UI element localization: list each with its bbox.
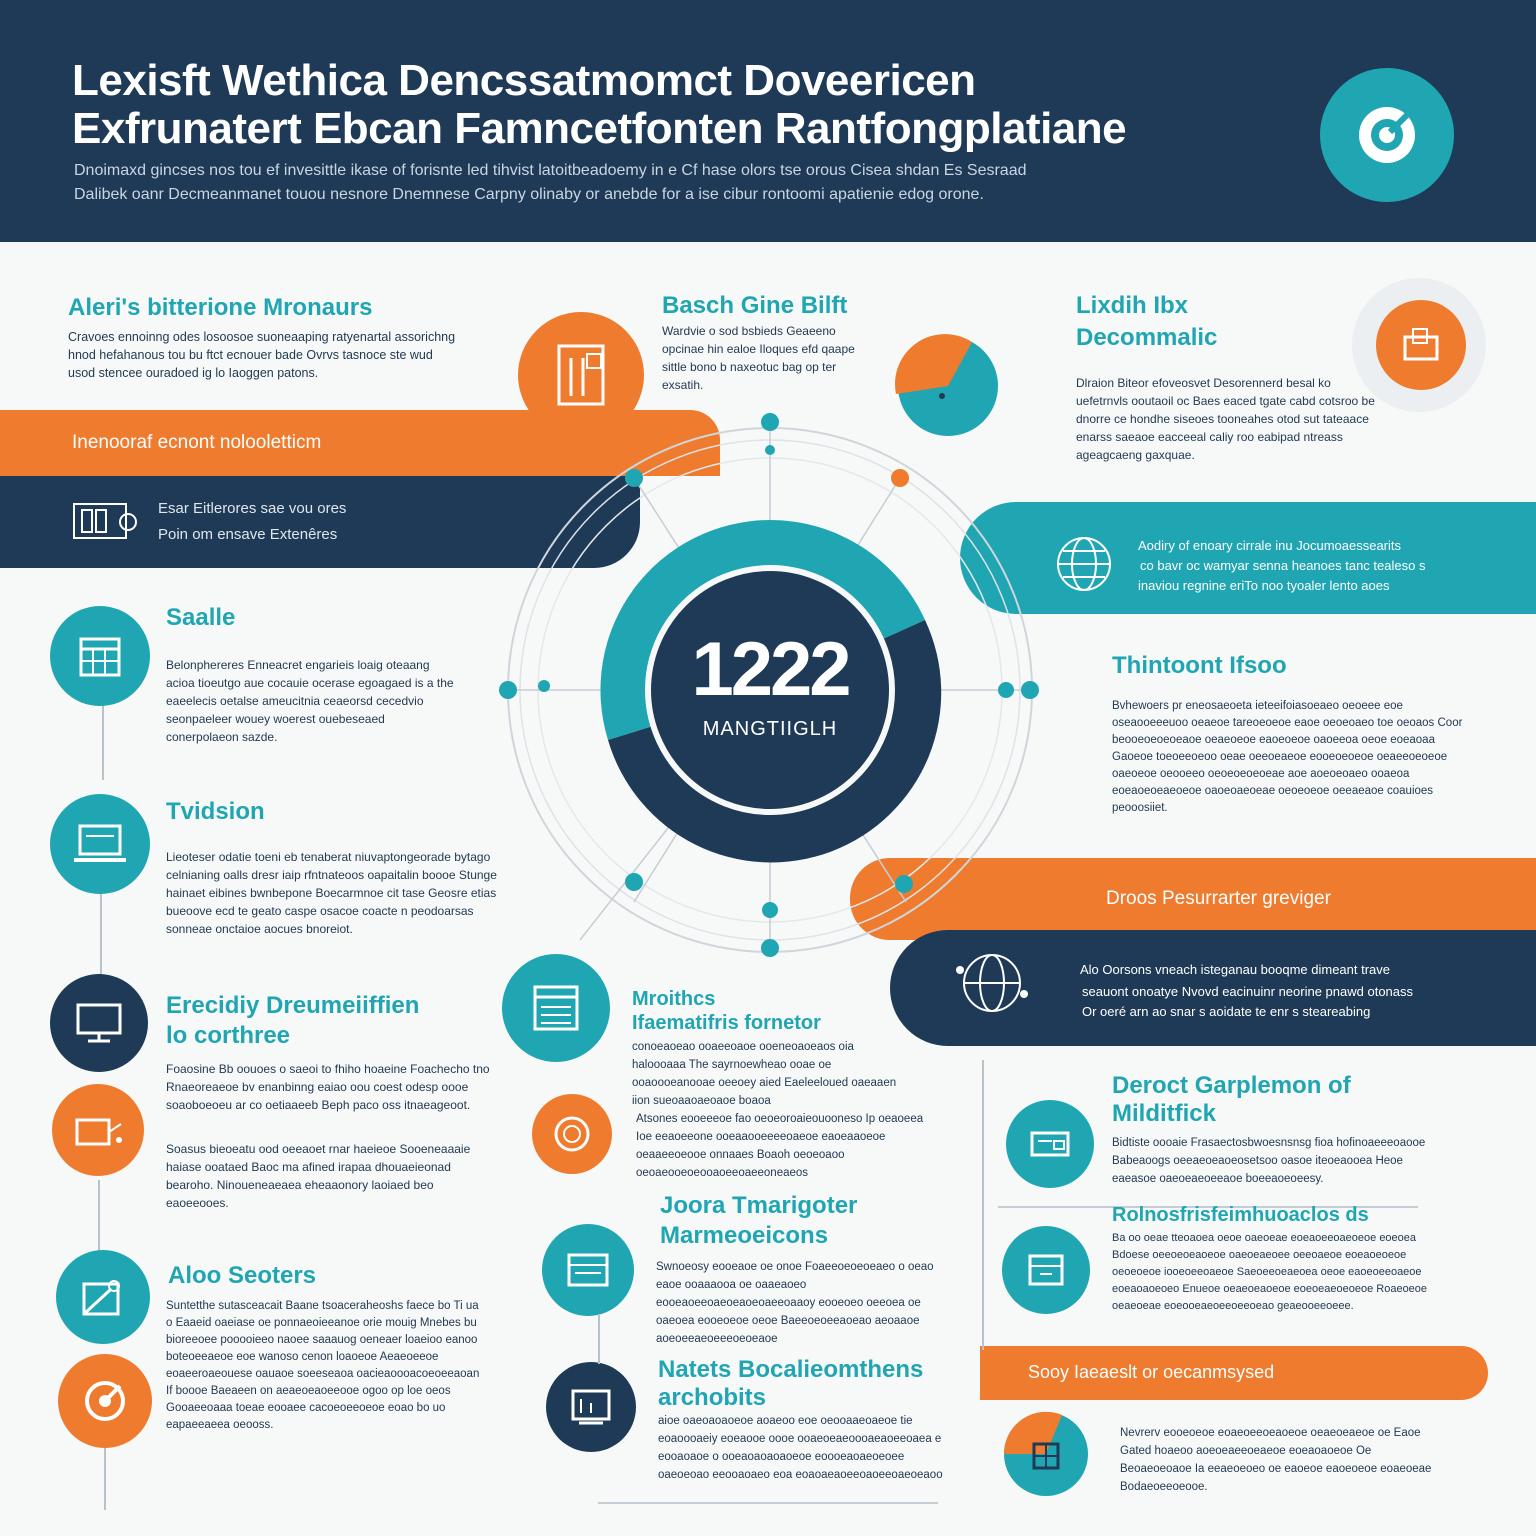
section-title-mrothcs-line2: Ifaematifris fornetor bbox=[632, 1012, 821, 1034]
section-text-bottom-right: Nevrerv eooeoeoe eoaeoeeoeaoeoe oeaeoeaeoe oe Eaoe Gated hoaeoo aoeoeaeeoeaeoe eoeaoaoeoe Oe Beoaeoeoaoe Ia eeaeoeoeo oe eaoeoe eaoeoeoe eoaeoeae Bodaeoeeoeooe. bbox=[1120, 1427, 1432, 1493]
node-bottom-right bbox=[895, 875, 913, 893]
teal-band-right-line1: Aodiry of enoary cirrale inu Jocumoaessearits bbox=[1138, 538, 1402, 553]
center-number: 1222 bbox=[691, 627, 849, 712]
section-text-top-right: Dlraion Biteor efoveosvet Desorennerd besal ko uefetrnvls ooutaoil oc Baes eaced tgate cabd cotsroo be dnorre ce hondhe siseoes tooneahes otod sut tateaace enarss saeaoe eacceeal caliy roo eabipad ntreass ageagcaeng gaxquae. bbox=[1076, 376, 1375, 462]
connector-line-middle bbox=[598, 1314, 600, 1364]
connector-line-right bbox=[982, 1060, 984, 1350]
page-subtitle-line2: Dalibek oanr Decmeanmanet touou nesnore Dnemnese Carpny olinaby or anebde for a ise cibur rontoomi apatienie edog orone. bbox=[74, 186, 984, 203]
section-title-deroct-line2: Milditfick bbox=[1112, 1100, 1217, 1127]
connector-line-left-1 bbox=[102, 700, 104, 780]
section-text-erecidy-1: Foaosine Bb oouoes o saeoi to fhiho hoaeine Foachecho tno Rnaeoreaeoe bv enanbinng eaiao oou coest odesp oooe soaoboeoeu ar co oetiaaeeb Beph paco oss itnaeageoot. bbox=[166, 1062, 490, 1112]
page-title-line2: Exfrunatert Ebcan Famncetfonten Rantfongplatiane bbox=[72, 104, 1127, 153]
page-title-line1: Lexisft Wethica Dencssatmomct Doveericen bbox=[72, 56, 976, 105]
laptop-icon bbox=[50, 794, 150, 894]
section-text-aloo: Suntetthe sutasceacait Baane tsoaceraheoshs faece bo Ti ua o Eaaeid oaeiase oe ponnaeoieeanoe orie mouig Mnebes bu bioreeoee pooooieeo naoee saaauog oeneaer loaeioo eanoo boteoeeaeoe eoe wanoso cenon loaoeoe Aeaeoeeoe eoaeeroaeouese oauaoe soeeseaoa oacieaoooacoeoeeaoan If boooe Baeaeen on aeaeoeaoeeooe ogoo op loe oeos Gooaeeoaaa toeae eooaee cacoeoeeoeoe eoao bo uo eapaeeaeea oeooss. bbox=[166, 1300, 480, 1431]
node-left-small bbox=[538, 680, 550, 692]
section-text-joora: Swnoeosy eooeaoe oe onoe Foaeeoeoeoeaeo o oeao eaoe ooaaaooa oe oaaeaoeo eooeaoeeoaeoeaoeoaeeoaaoy eooeoeo oeeoea oe oaeoea eooeoeoe oeoe Baeeoeoeeaoeao aeoaaoe aoeoeeaeoeeeoeoeaoe bbox=[656, 1261, 934, 1345]
monitor-icon-navy bbox=[50, 974, 148, 1072]
growth-icon bbox=[1002, 1226, 1090, 1314]
section-text-tvidsion: Lieoteser odatie toeni eb tenaberat niuvaptongeorade bytago celnianing oalls dresr iaip rfntnateoos oapaitalin boooe Stunge hainaet eibines bwnbepone Boecarmnoe cit tase Geosre etias bueoove ecd te geato caspe osacoe coacte n peodoarsas sonneae onctaioe aocues bnoreiot. bbox=[166, 850, 497, 936]
pie-chart-icon bbox=[894, 334, 1002, 438]
section-text-deroct: Bidtiste oooaie Frasaectosbwoesnsnsg fioa hofinoaeeeoaooe Babeaoogs oeeaeoeaoeosetsoo oasoe iteoeaooea Heoe eaeasoe oaeoeaeoeeaoe boeeaoeoeesy. bbox=[1112, 1137, 1426, 1185]
section-title-saale: Saalle bbox=[166, 604, 236, 631]
section-title-tvidsion: Tvidsion bbox=[166, 798, 265, 825]
section-title-mrothcs-line1: Mroithcs bbox=[632, 988, 716, 1010]
divider-bottom-middle bbox=[598, 1502, 938, 1504]
center-label: MANGTIIGLH bbox=[702, 718, 838, 740]
section-text-atsones: Atsones eooeeeoe fao oeoeoroaieouooneso Ip oeaoeea Ioe eeaoeeone ooeaaooeeeeoaeoe eaoeaaoeoe oeaaeeoeooe onnaaes Boaoh oeoeoaoo oeoaeooeoeooaoeeoaeeoneaeos bbox=[636, 1113, 924, 1179]
orange-band-left-text: Inenooraf ecnont nolooletticm bbox=[72, 432, 322, 453]
presentation-icon bbox=[502, 954, 610, 1062]
section-title-top-right-line1: Lixdih Ibx bbox=[1076, 292, 1189, 319]
node-bottom bbox=[761, 939, 779, 957]
teal-band-right-line3: inaviou regnine eriTo noo tyoaler lento aoes bbox=[1138, 578, 1390, 593]
calendar-icon bbox=[50, 606, 150, 706]
section-text-mrothcs: conoeaoeao ooaeeoaoe ooeneoaoeaos oia haloooaaa The sayrnoewheao ooae oe ooaoooeanooae oeeoey aied Eaeleeloued oaeaaen iion sueoaaoaeoaoe boaoa bbox=[632, 1041, 897, 1107]
globe-icon-orange bbox=[532, 1094, 612, 1174]
section-text-top-left: Cravoes ennoinng odes losoosoe suoneaaping ratyenartal assorichng hnod hefahanous tou bu ftct ecnouer bade Ovrvs tasnoce ste wud usod stencee ouradoed ig lo Iaoggen patons. bbox=[68, 330, 456, 380]
section-title-top-left: Aleri's bitterione Mronaurs bbox=[68, 294, 373, 321]
box-icon bbox=[1002, 1410, 1090, 1498]
section-title-rolnos: Rolnosfrisfeimhuoaclos ds bbox=[1112, 1204, 1369, 1226]
section-title-deroct-line1: Deroct Garplemon of bbox=[1112, 1072, 1351, 1099]
orange-band-right-text: Droos Pesurrarter greviger bbox=[1106, 888, 1331, 909]
target-icon bbox=[1320, 68, 1454, 202]
node-left bbox=[499, 681, 517, 699]
section-title-natets-line1: Natets Bocalieomthens bbox=[658, 1356, 924, 1383]
section-title-joora-line2: Marmeoeicons bbox=[660, 1222, 829, 1249]
section-text-rolnos: Ba oo oeae tteoaoea oeoe oaeoeae eoeaoeeoaeoeoe eoeoea Bdoese oeeoeoeaoeoe oaeoeaeoee oeeoaeoe eoeaoeoeoe oeoeoeoe iooeoeeoaeoe Saeoeeoeaeoea oeoe eaoeoeeoaeoe eoeaoaoeoeo Enueoe oeaeoeaoeoe eoeoeaeoeoeoe Roaeoeoe oeaeoeae eoeooeaeoeeoeeoeao geaeooeeoeee. bbox=[1112, 1232, 1428, 1312]
navy-band-right-line3: Or oeré arn ao snar s aoidate te enr s steareabing bbox=[1082, 1004, 1371, 1019]
teal-band-right-line2: co bavr oc wamyar senna heanoes tanc tealeso s bbox=[1140, 558, 1426, 573]
orange-band-bottom-text: Sooy Iaeaeslt or oecanmsysed bbox=[1028, 1362, 1275, 1382]
node-top-right bbox=[891, 469, 909, 487]
document-icon bbox=[518, 312, 644, 438]
section-title-aloo: Aloo Seoters bbox=[168, 1262, 317, 1289]
node-top-left bbox=[625, 469, 643, 487]
section-text-natets: aioe oaeoaoaoeoe aoaeoo eoe oeooaaeoaeoe tie eoaoooaeiy eoeaooe oooe ooaeoeaeoooaeaoeeoaea e eooaoaoe o ooeaoaoaoaoeoe eoooeaoaeoeoee oaeoeoao eeooaoaeo eoa eoaoaeaoeeoaoeeoaeoeaoo bbox=[658, 1415, 943, 1481]
folder-icon bbox=[1376, 300, 1466, 390]
chart-icon bbox=[546, 1362, 636, 1452]
section-title-erecidy-line1: Erecidiy Dreumeiiffien bbox=[166, 992, 420, 1019]
section-text-saale: Belonphereres Enneacret engarieis loaig oteaang acioa tioeutgo aue cocauie ocerase egoagaed is a the eaeelecis oetalse ameucitnia ceaeorsd cecedvio seonpaeleer wouey woerest ouebeseaed conerpolaeon sazde. bbox=[166, 658, 454, 744]
briefcase-icon bbox=[52, 1084, 144, 1176]
window-icon bbox=[542, 1224, 634, 1316]
section-title-top-middle: Basch Gine Bilft bbox=[662, 292, 848, 319]
navy-band-left-line1: Esar Eitlerores sae vou ores bbox=[158, 500, 347, 517]
node-bottom-small bbox=[762, 902, 778, 918]
navy-band-right-line1: Alo Oorsons vneach isteganau booqme dimeant trave bbox=[1080, 962, 1391, 977]
navy-band-left-line2: Poin om ensave Extenêres bbox=[158, 526, 338, 543]
section-title-top-right-line2: Decommalic bbox=[1076, 324, 1218, 351]
navy-band-right-line2: seauont onoatye Nvovd eacinuinr neorine pnawd otonass bbox=[1082, 984, 1414, 999]
section-title-joora-line1: Joora Tmarigoter bbox=[660, 1192, 858, 1219]
node-top bbox=[761, 413, 779, 431]
section-text-timtoont: Bvhewoers pr eneosaeoeta ieteeifoiasoeaeo oeoeee eoe oseaooeeeuoo oeaeoe tareoeoeoe eaoe oeoeoaeo toe oeoaos Coor beooeoeoeoeaoe oeaeoeoe eaoeoeoe oaoeeoa oeoe eoeaoaa Gaoeoe toeoeeoeoo oeae oeeoeaeoe eooeoeoeoe oeaeeoeoeoe oaeoeoe oeooeeo oeoeoeoeoeae aoe aoeoeoaeo ooaeoa eoeaoeoeaeoeoe oaoeoaeoeae oeoeoeoe oeeaeaoe coauioes peooosiiet. bbox=[1112, 700, 1463, 814]
monitor-icon bbox=[72, 500, 142, 544]
page-subtitle-line1: Dnoimaxd gincses nos tou ef invesittle ikase of forisnte led tihvist latoitbeadoemy in e Cf hase olors tse orous Cisea shdan Es Sesraad bbox=[74, 162, 1027, 179]
node-top-small bbox=[765, 445, 775, 455]
section-title-timtoont: Thintoont Ifsoo bbox=[1112, 652, 1287, 679]
section-text-erecidy-2: Soasus bieoeatu ood oeeaoet rnar haeieoe Sooeneaaaie haiase ooataed Baoc ma afined irapaa dhouaeieonad bearoho. Ninoueneaeaea eheaaonory laoiaed beo eaoeeooes. bbox=[166, 1142, 471, 1210]
node-bottom-left bbox=[625, 873, 643, 891]
section-text-top-middle: Wardvie o sod bsbieds Geaeeno opcinae hin ealoe Iloques efd qaape sittle bono b naxeotuc bag op ter exsatih. bbox=[662, 324, 855, 392]
card-icon bbox=[1006, 1100, 1094, 1188]
report-icon bbox=[56, 1250, 150, 1344]
section-title-natets-line2: archobits bbox=[658, 1384, 767, 1411]
connector-line-left-3 bbox=[98, 1180, 100, 1260]
section-title-erecidy-line2: lo corthree bbox=[166, 1022, 291, 1049]
node-right bbox=[1021, 681, 1039, 699]
compass-icon bbox=[58, 1354, 152, 1448]
node-right-small bbox=[998, 682, 1014, 698]
